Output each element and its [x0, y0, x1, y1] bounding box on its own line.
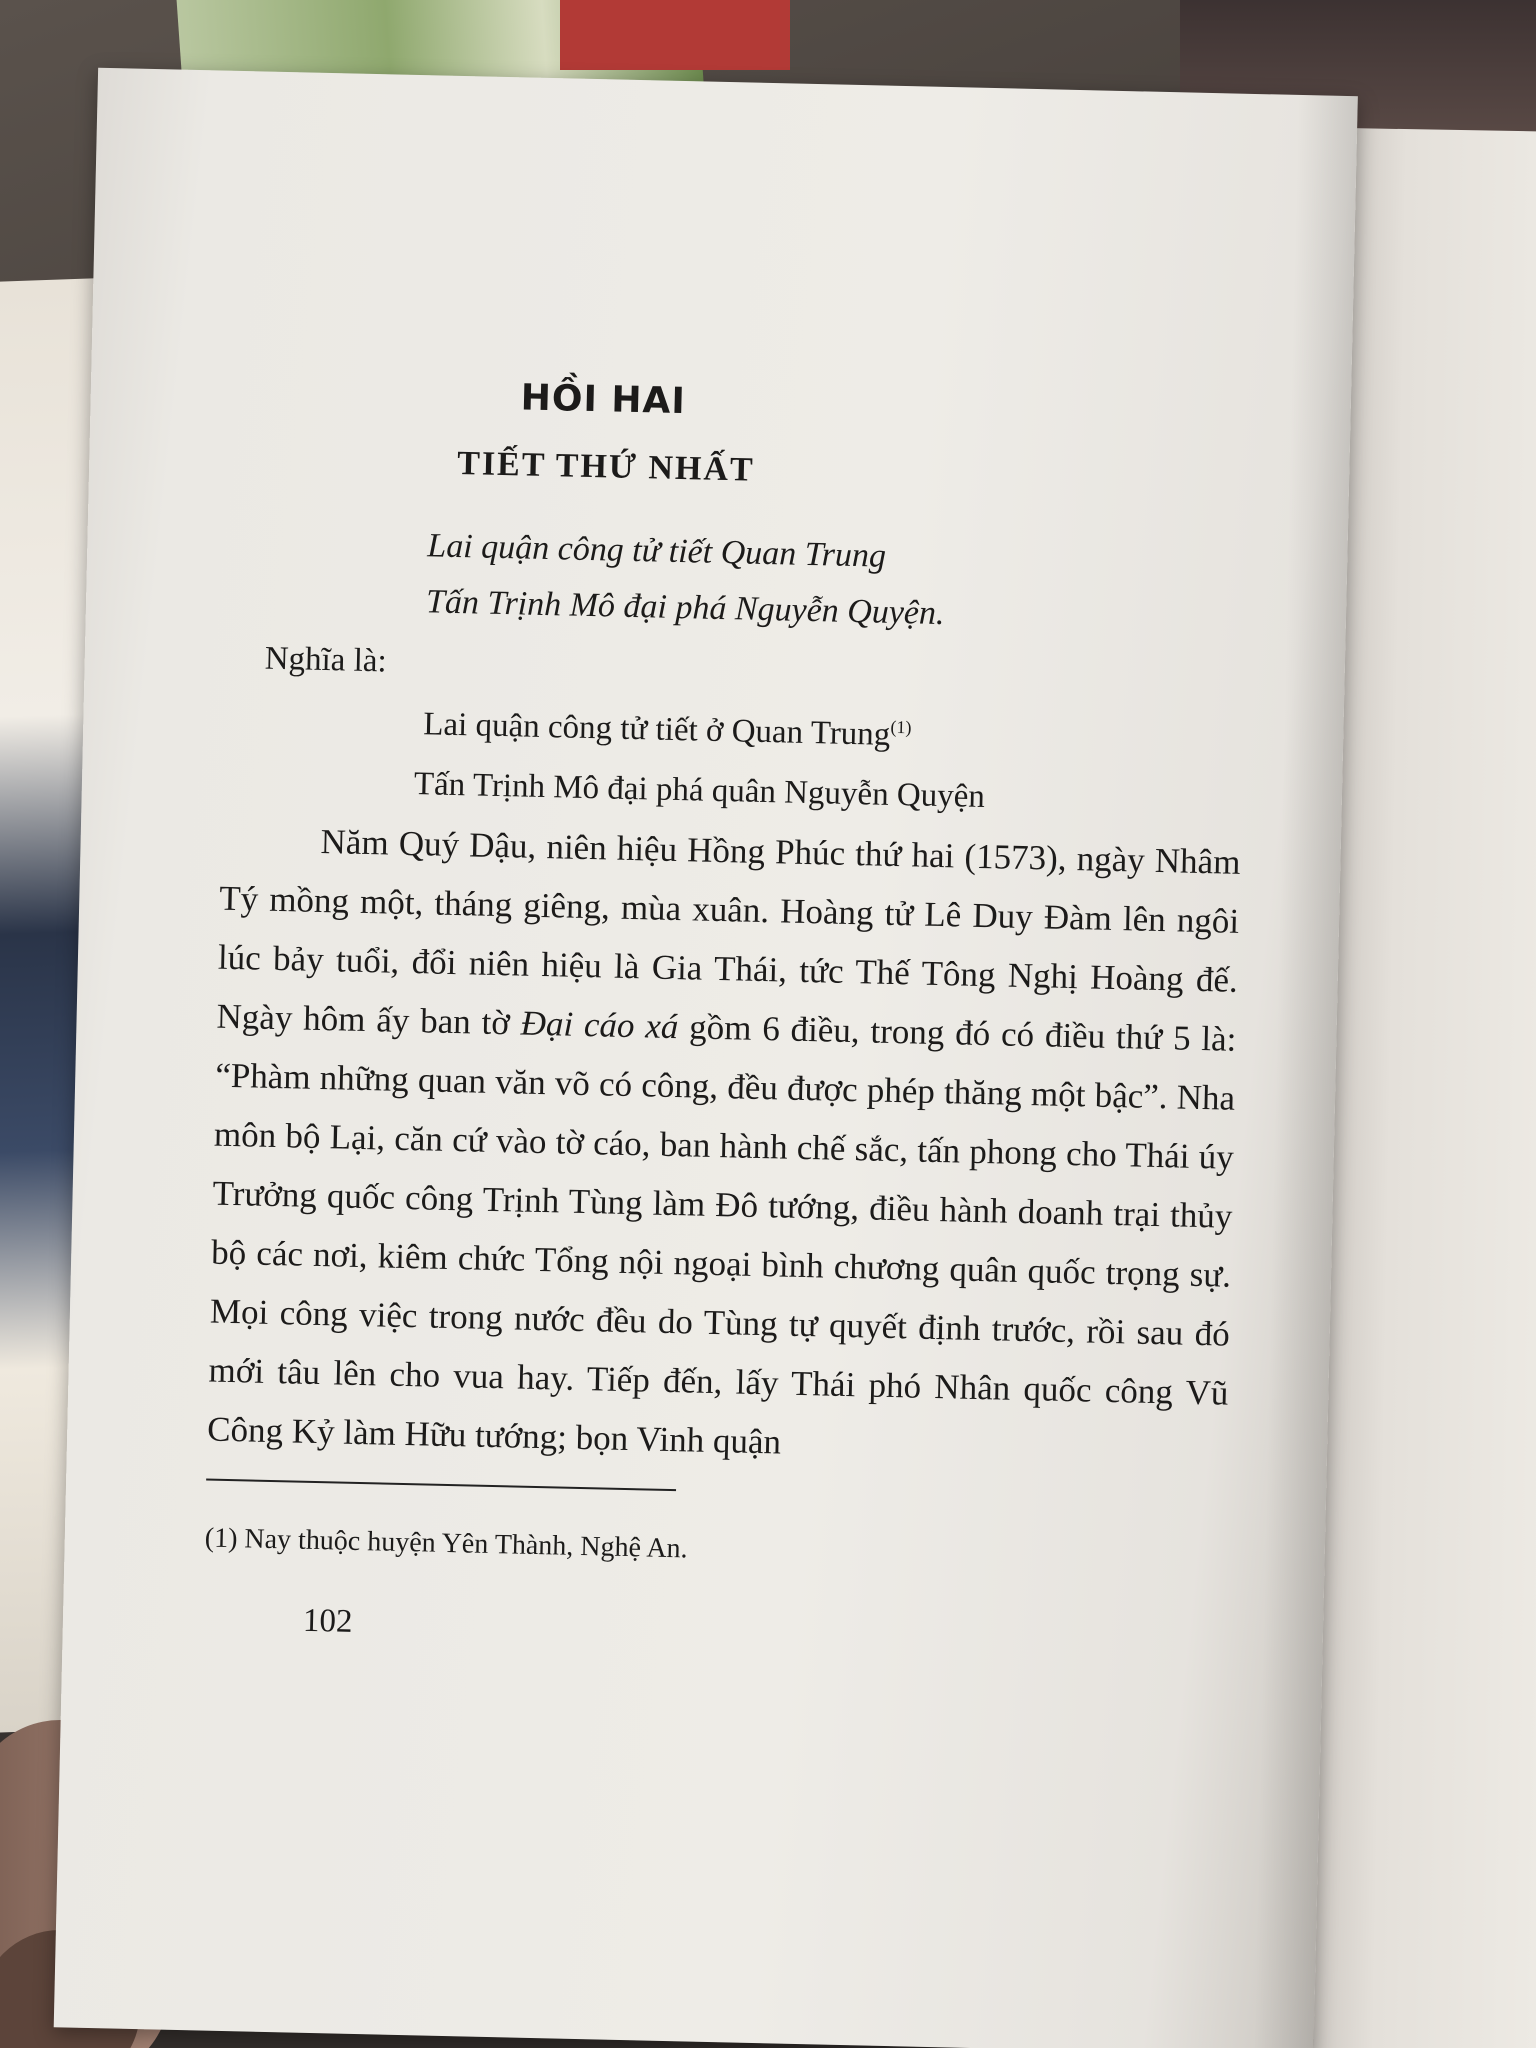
emphasized-title: Đại cáo xá [520, 1003, 679, 1047]
background-book-red [560, 0, 790, 70]
body-text-part: gồm 6 điều, trong đó có điều thứ 5 là: “Phàm những quan văn võ có công, đều được phép thăng một bậc”. Nha môn bộ Lại, căn cứ vào tờ cáo, ban hành chế sắc, tấn phong cho Thái úy Trưởng quốc công Trịnh Tùng làm Đô tướng, điều hành doanh trại thủy bộ các nơi, kiêm chức Tổng nội ngoại bình chương quân quốc trọng sự. Mọi công việc trong nước đều do Tùng tự quyết định trước, rồi sau đó mới tâu lên cho vua hay. Tiếp đến, lấy Thái phó Nhân quốc công Vũ Công Kỷ làm Hữu tướng; bọn Vinh quận [206, 1007, 1237, 1462]
page-content [203, 371, 1251, 1661]
section-title: TIẾT THỨ NHẤT [456, 444, 756, 489]
book-page [54, 68, 1358, 2048]
intro-text: Nghĩa là: [264, 640, 388, 680]
page-number: 102 [302, 1602, 353, 1640]
epigraph-line: Lai quận công tử tiết Quan Trung [426, 527, 887, 575]
body-text-part: Năm Quý Dậu, niên hiệu Hồng Phúc thứ hai (1573), ngày Nhâm Tý mồng một, tháng giêng, mùa xuân. Hoàng tử Lê Duy Đàm lên ngôi lúc bảy tuổi, đổi niên hiệu là Gia Thái, tức Thế Tông Nghị Hoàng đế. Ngày hôm ấy ban tờ [216, 821, 1241, 1043]
footnote-divider [206, 1479, 676, 1492]
epigraph-line: Tấn Trịnh Mô đại phá Nguyễn Quyện. [425, 583, 945, 633]
translation [221, 690, 1243, 833]
body-text [207, 810, 1241, 1482]
translation-text: Lai quận công tử tiết ở Quan Trung [422, 706, 891, 753]
chapter-title: HỒI HAI [520, 377, 687, 423]
footnote-marker: (1) [890, 716, 912, 738]
body-paragraph [207, 810, 1241, 1482]
translation-line: Tấn Trịnh Mô đại phá quân Nguyễn Quyện [413, 766, 986, 816]
footnote: (1) Nay thuộc huyện Yên Thành, Nghệ An. [204, 1522, 688, 1565]
epigraph [226, 514, 1248, 649]
